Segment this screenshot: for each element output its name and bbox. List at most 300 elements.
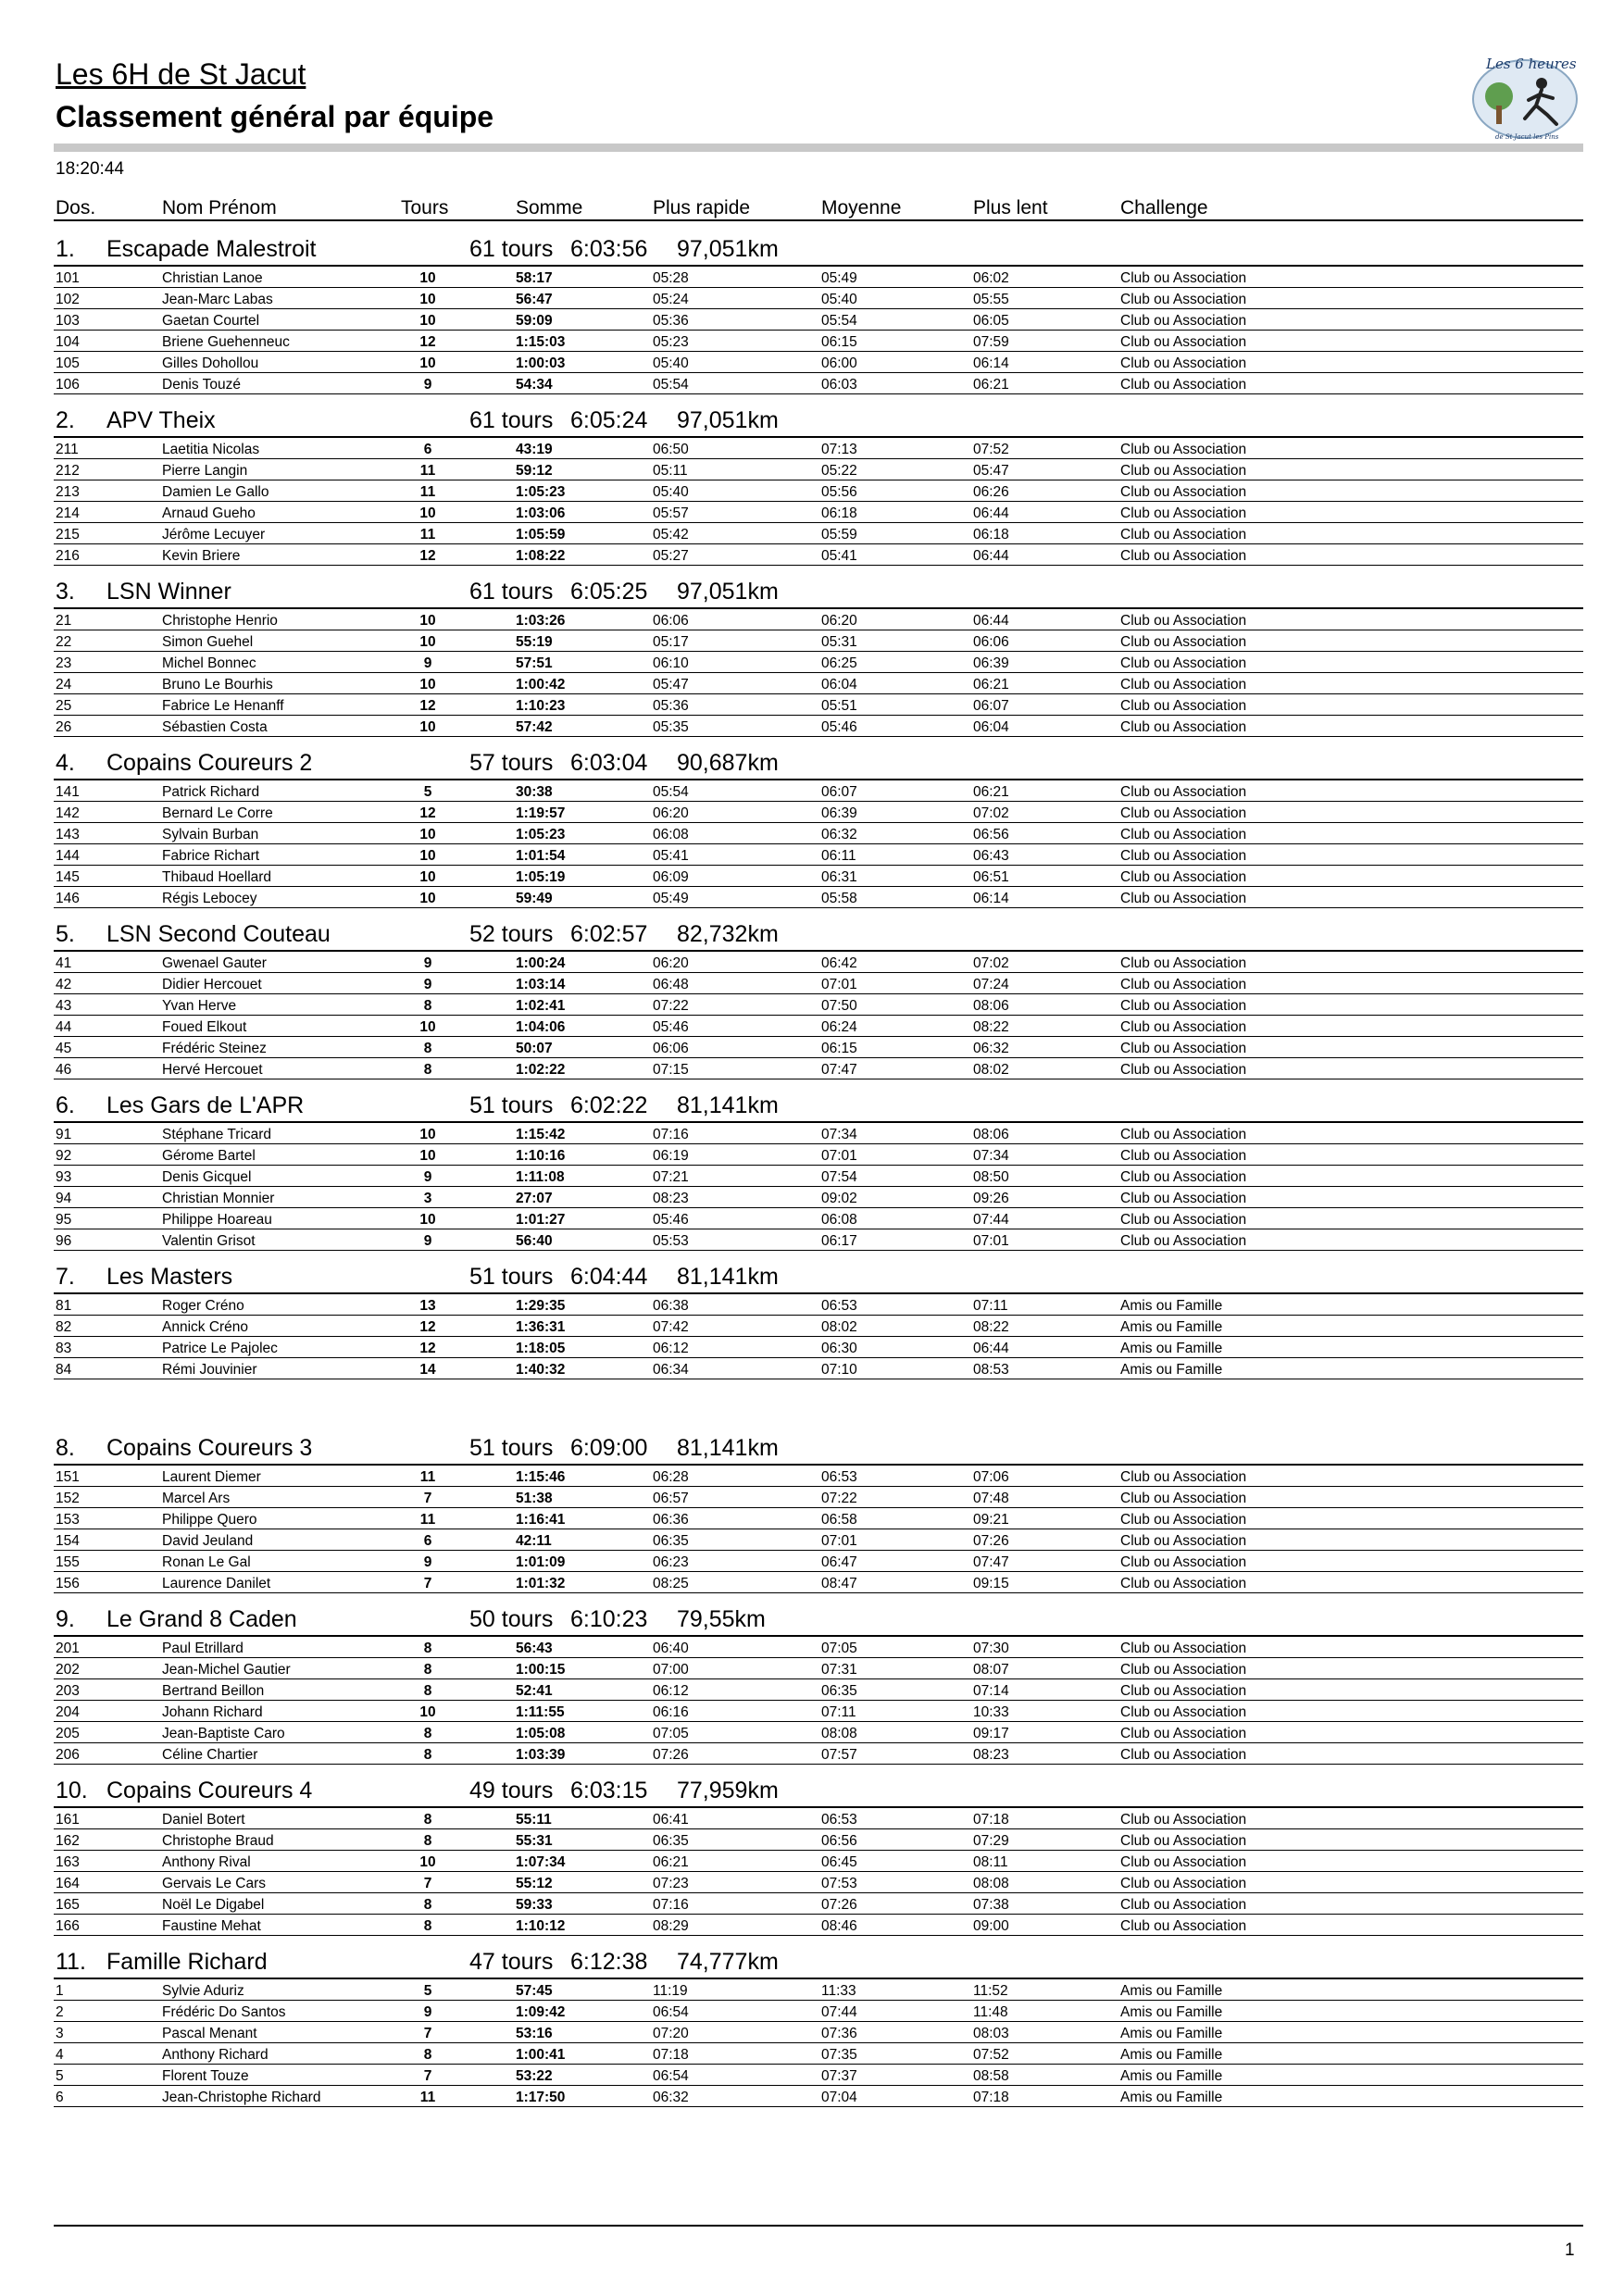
runner-somme: 1:40:32 — [516, 1362, 566, 1378]
runner-name: Frédéric Do Santos — [162, 2004, 286, 2020]
team-tours: 52 tours — [469, 921, 554, 947]
runner-somme: 56:40 — [516, 1233, 553, 1249]
team-rank: 6. — [56, 1092, 75, 1118]
runner-average: 07:01 — [821, 977, 857, 992]
runner-challenge: Amis ou Famille — [1120, 2090, 1223, 2105]
row-divider — [54, 1550, 1583, 1551]
team-name: Le Grand 8 Caden — [106, 1606, 297, 1632]
runner-name: Yvan Herve — [162, 998, 237, 1014]
runner-dos: 156 — [56, 1576, 80, 1591]
runner-slowest: 07:34 — [973, 1148, 1009, 1164]
runner-name: Marcel Ars — [162, 1491, 231, 1506]
runner-average: 11:33 — [821, 1983, 856, 1999]
runner-fastest: 05:17 — [653, 634, 689, 650]
runner-average: 06:18 — [821, 505, 857, 521]
runner-fastest: 05:49 — [653, 891, 689, 906]
runner-average: 06:39 — [821, 805, 857, 821]
runner-slowest: 06:26 — [973, 484, 1009, 500]
runner-name: Bernard Le Corre — [162, 805, 273, 821]
table-row — [0, 1552, 1624, 1573]
runner-fastest: 06:12 — [653, 1683, 689, 1699]
table-row — [0, 1488, 1624, 1509]
team-rank: 11. — [56, 1949, 86, 1975]
runner-somme: 51:38 — [516, 1491, 553, 1506]
runner-challenge: Club ou Association — [1120, 292, 1247, 307]
team-tours: 61 tours — [469, 236, 554, 262]
runner-fastest: 06:19 — [653, 1148, 689, 1164]
runner-average: 08:08 — [821, 1726, 857, 1741]
runner-challenge: Club ou Association — [1120, 356, 1247, 371]
runner-tours: 12 — [419, 1341, 436, 1356]
runner-name: Christophe Henrio — [162, 613, 278, 629]
runner-dos: 204 — [56, 1704, 80, 1720]
runner-tours: 8 — [423, 1918, 432, 1934]
runner-slowest: 06:14 — [973, 356, 1009, 371]
runner-somme: 55:19 — [516, 634, 553, 650]
table-row — [0, 1295, 1624, 1316]
runner-somme: 59:12 — [516, 463, 553, 479]
runner-slowest: 07:14 — [973, 1683, 1009, 1699]
team-tours: 51 tours — [469, 1092, 554, 1118]
table-row — [0, 1702, 1624, 1723]
runner-slowest: 07:48 — [973, 1491, 1009, 1506]
team-block — [0, 406, 1624, 577]
table-row — [0, 974, 1624, 995]
runner-tours: 7 — [423, 1491, 432, 1506]
runner-tours: 11 — [419, 1469, 436, 1485]
runner-name: Laurent Diemer — [162, 1469, 261, 1485]
runner-average: 05:54 — [821, 313, 857, 329]
runner-slowest: 08:50 — [973, 1169, 1009, 1185]
team-time: 6:05:24 — [570, 407, 648, 433]
runner-dos: 25 — [56, 698, 72, 714]
runner-dos: 5 — [56, 2068, 64, 2084]
runner-slowest: 09:26 — [973, 1191, 1009, 1206]
runner-fastest: 05:35 — [653, 719, 689, 735]
runner-slowest: 07:02 — [973, 805, 1009, 821]
runner-dos: 162 — [56, 1833, 80, 1849]
runner-tours: 8 — [423, 1897, 432, 1913]
runner-average: 07:36 — [821, 2026, 857, 2041]
runner-slowest: 06:02 — [973, 270, 1009, 286]
runner-dos: 21 — [56, 613, 72, 629]
runner-somme: 55:12 — [516, 1876, 553, 1891]
row-divider — [54, 1250, 1583, 1251]
runner-somme: 1:01:09 — [516, 1554, 566, 1570]
runner-dos: 141 — [56, 784, 80, 800]
runner-tours: 7 — [423, 1876, 432, 1891]
team-rank: 3. — [56, 579, 75, 605]
runner-fastest: 06:34 — [653, 1362, 689, 1378]
runner-tours: 13 — [419, 1298, 436, 1314]
runner-name: Noël Le Digabel — [162, 1897, 265, 1913]
runner-challenge: Club ou Association — [1120, 1469, 1247, 1485]
runner-tours: 9 — [423, 655, 432, 671]
runner-dos: 146 — [56, 891, 80, 906]
team-time: 6:03:04 — [570, 750, 648, 776]
row-divider — [54, 1721, 1583, 1722]
runner-slowest: 07:38 — [973, 1897, 1009, 1913]
event-title: Les 6H de St Jacut — [56, 57, 306, 91]
runner-name: Jean-Marc Labas — [162, 292, 273, 307]
runner-slowest: 08:53 — [973, 1362, 1009, 1378]
runner-somme: 1:09:42 — [516, 2004, 566, 2020]
team-block — [0, 1433, 1624, 1604]
runner-challenge: Club ou Association — [1120, 527, 1247, 543]
runner-average: 05:46 — [821, 719, 857, 735]
runner-average: 05:40 — [821, 292, 857, 307]
runner-tours: 3 — [423, 1191, 432, 1206]
table-row — [0, 1509, 1624, 1530]
col-challenge: Challenge — [1120, 197, 1208, 218]
runner-tours: 7 — [423, 2026, 432, 2041]
runner-slowest: 06:21 — [973, 677, 1009, 693]
runner-dos: 84 — [56, 1362, 72, 1378]
table-row — [0, 1230, 1624, 1252]
runner-challenge: Club ou Association — [1120, 1641, 1247, 1656]
runner-tours: 9 — [423, 377, 432, 393]
runner-average: 06:04 — [821, 677, 857, 693]
runner-dos: 96 — [56, 1233, 72, 1249]
table-row — [0, 1059, 1624, 1080]
runner-average: 06:35 — [821, 1683, 857, 1699]
runner-tours: 11 — [419, 484, 436, 500]
runner-tours: 10 — [419, 270, 436, 286]
team-divider — [54, 1978, 1583, 1979]
runner-tours: 10 — [419, 313, 436, 329]
runner-tours: 8 — [423, 1812, 432, 1828]
runner-somme: 59:49 — [516, 891, 553, 906]
runner-challenge: Club ou Association — [1120, 1491, 1247, 1506]
runner-fastest: 06:35 — [653, 1533, 689, 1549]
runner-fastest: 06:23 — [653, 1554, 689, 1570]
row-divider — [54, 886, 1583, 887]
runner-tours: 10 — [419, 1854, 436, 1870]
row-divider — [54, 1742, 1583, 1743]
runner-average: 07:31 — [821, 1662, 857, 1678]
row-divider — [54, 565, 1583, 566]
runner-challenge: Club ou Association — [1120, 613, 1247, 629]
runner-dos: 213 — [56, 484, 80, 500]
runner-fastest: 06:12 — [653, 1341, 689, 1356]
runner-somme: 30:38 — [516, 784, 553, 800]
runner-fastest: 05:36 — [653, 313, 689, 329]
runner-average: 05:22 — [821, 463, 857, 479]
runner-challenge: Club ou Association — [1120, 1169, 1247, 1185]
row-divider — [54, 2085, 1583, 2086]
team-block — [0, 1091, 1624, 1262]
runner-slowest: 05:47 — [973, 463, 1009, 479]
runner-name: Rémi Jouvinier — [162, 1362, 257, 1378]
runner-dos: 92 — [56, 1148, 72, 1164]
team-header — [0, 406, 1624, 435]
row-divider — [54, 1143, 1583, 1144]
runner-slowest: 06:44 — [973, 1341, 1009, 1356]
team-rank: 10. — [56, 1778, 88, 1803]
team-time: 6:04:44 — [570, 1264, 648, 1290]
runner-challenge: Club ou Association — [1120, 784, 1247, 800]
runner-name: Roger Créno — [162, 1298, 244, 1314]
runner-challenge: Club ou Association — [1120, 698, 1247, 714]
row-divider — [54, 1165, 1583, 1166]
runner-dos: 155 — [56, 1554, 80, 1570]
runner-average: 07:57 — [821, 1747, 857, 1763]
runner-slowest: 06:51 — [973, 869, 1009, 885]
runner-average: 08:46 — [821, 1918, 857, 1934]
table-row — [0, 503, 1624, 524]
runner-fastest: 05:42 — [653, 527, 689, 543]
runner-challenge: Amis ou Famille — [1120, 1298, 1223, 1314]
team-name: Copains Coureurs 3 — [106, 1435, 313, 1461]
runner-somme: 59:33 — [516, 1897, 553, 1913]
runner-challenge: Club ou Association — [1120, 1833, 1247, 1849]
row-divider — [54, 287, 1583, 288]
team-rank: 7. — [56, 1264, 75, 1290]
runner-fastest: 05:54 — [653, 377, 689, 393]
runner-average: 07:22 — [821, 1491, 857, 1506]
runner-fastest: 05:53 — [653, 1233, 689, 1249]
runner-dos: 82 — [56, 1319, 72, 1335]
runner-challenge: Club ou Association — [1120, 484, 1247, 500]
runner-tours: 11 — [419, 1512, 436, 1528]
row-divider — [54, 1678, 1583, 1679]
runner-slowest: 06:44 — [973, 613, 1009, 629]
runner-somme: 55:11 — [516, 1812, 552, 1828]
table-row — [0, 2087, 1624, 2108]
runner-somme: 1:18:05 — [516, 1341, 566, 1356]
runner-fastest: 05:23 — [653, 334, 689, 350]
team-results — [0, 234, 1624, 2118]
table-row — [0, 845, 1624, 867]
runner-average: 07:37 — [821, 2068, 857, 2084]
runner-challenge: Club ou Association — [1120, 1212, 1247, 1228]
table-row — [0, 1830, 1624, 1852]
runner-dos: 151 — [56, 1469, 80, 1485]
runner-slowest: 09:00 — [973, 1918, 1009, 1934]
runner-dos: 165 — [56, 1897, 80, 1913]
team-name: LSN Winner — [106, 579, 231, 605]
runner-fastest: 06:16 — [653, 1704, 689, 1720]
row-divider — [54, 393, 1583, 394]
runner-slowest: 08:11 — [973, 1854, 1008, 1870]
runner-tours: 12 — [419, 698, 436, 714]
row-divider — [54, 543, 1583, 544]
runner-dos: 153 — [56, 1512, 80, 1528]
team-divider — [54, 779, 1583, 780]
team-name: Escapade Malestroit — [106, 236, 317, 262]
row-divider — [54, 972, 1583, 973]
runner-slowest: 06:32 — [973, 1041, 1009, 1056]
runner-challenge: Club ou Association — [1120, 1554, 1247, 1570]
runner-somme: 57:45 — [516, 1983, 553, 1999]
runner-slowest: 08:08 — [973, 1876, 1009, 1891]
runner-name: Michel Bonnec — [162, 655, 256, 671]
table-row — [0, 310, 1624, 331]
runner-somme: 1:03:39 — [516, 1747, 566, 1763]
runner-challenge: Club ou Association — [1120, 1062, 1247, 1078]
team-tours: 57 tours — [469, 750, 554, 776]
row-divider — [54, 522, 1583, 523]
runner-dos: 212 — [56, 463, 80, 479]
row-divider — [54, 1315, 1583, 1316]
runner-average: 06:17 — [821, 1233, 857, 1249]
runner-average: 07:01 — [821, 1533, 857, 1549]
runner-dos: 42 — [56, 977, 72, 992]
runner-fastest: 05:36 — [653, 698, 689, 714]
runner-fastest: 07:16 — [653, 1127, 689, 1142]
runner-average: 08:47 — [821, 1576, 857, 1591]
runner-slowest: 07:02 — [973, 955, 1009, 971]
column-headers — [0, 197, 1624, 219]
runner-dos: 1 — [56, 1983, 64, 1999]
runner-name: Anthony Richard — [162, 2047, 269, 2063]
runner-name: Denis Touzé — [162, 377, 242, 393]
team-time: 6:02:57 — [570, 921, 648, 947]
runner-average: 05:41 — [821, 548, 857, 564]
team-tours: 50 tours — [469, 1606, 554, 1632]
page-title: Classement général par équipe — [56, 100, 494, 133]
runner-dos: 23 — [56, 655, 72, 671]
runner-slowest: 08:58 — [973, 2068, 1009, 2084]
table-row — [0, 2044, 1624, 2065]
runner-name: Gervais Le Cars — [162, 1876, 266, 1891]
table-row — [0, 1894, 1624, 1915]
runner-tours: 12 — [419, 805, 436, 821]
runner-dos: 2 — [56, 2004, 64, 2020]
col-average: Moyenne — [821, 197, 902, 218]
runner-dos: 6 — [56, 2090, 64, 2105]
table-row — [0, 1209, 1624, 1230]
runner-name: Denis Gicquel — [162, 1169, 252, 1185]
runner-tours: 8 — [423, 1683, 432, 1699]
runner-average: 07:13 — [821, 442, 857, 457]
runner-slowest: 08:07 — [973, 1662, 1009, 1678]
runner-tours: 9 — [423, 2004, 432, 2020]
runner-tours: 11 — [419, 2090, 436, 2105]
runner-dos: 103 — [56, 313, 80, 329]
runner-average: 06:53 — [821, 1298, 857, 1314]
team-divider — [54, 1464, 1583, 1466]
runner-average: 06:03 — [821, 377, 857, 393]
runner-fastest: 06:06 — [653, 613, 689, 629]
team-distance: 81,141km — [677, 1264, 779, 1290]
runner-challenge: Club ou Association — [1120, 377, 1247, 393]
row-divider — [54, 907, 1583, 908]
table-row — [0, 631, 1624, 653]
runner-slowest: 07:59 — [973, 334, 1009, 350]
team-time: 6:03:56 — [570, 236, 648, 262]
runner-tours: 10 — [419, 1212, 436, 1228]
runner-name: Christian Lanoe — [162, 270, 263, 286]
runner-fastest: 06:50 — [653, 442, 689, 457]
team-rank: 8. — [56, 1435, 75, 1461]
runner-slowest: 07:18 — [973, 2090, 1009, 2105]
team-tours: 61 tours — [469, 579, 554, 605]
team-block — [0, 1604, 1624, 1776]
runner-fastest: 07:20 — [653, 2026, 689, 2041]
table-row — [0, 1017, 1624, 1038]
runner-dos: 22 — [56, 634, 72, 650]
runner-average: 06:20 — [821, 613, 857, 629]
runner-dos: 205 — [56, 1726, 80, 1741]
table-row — [0, 888, 1624, 909]
runner-tours: 7 — [423, 1576, 432, 1591]
col-fastest: Plus rapide — [653, 197, 751, 218]
runner-challenge: Amis ou Famille — [1120, 2026, 1223, 2041]
runner-name: Fabrice Richart — [162, 848, 260, 864]
team-divider — [54, 1292, 1583, 1294]
runner-tours: 10 — [419, 827, 436, 842]
runner-fastest: 06:20 — [653, 955, 689, 971]
runner-fastest: 07:05 — [653, 1726, 689, 1741]
runner-slowest: 06:39 — [973, 655, 1009, 671]
team-distance: 74,777km — [677, 1949, 779, 1975]
team-name: LSN Second Couteau — [106, 921, 331, 947]
runner-slowest: 09:21 — [973, 1512, 1009, 1528]
runner-tours: 10 — [419, 292, 436, 307]
runner-challenge: Club ou Association — [1120, 719, 1247, 735]
runner-tours: 10 — [419, 869, 436, 885]
table-row — [0, 1809, 1624, 1830]
runner-tours: 9 — [423, 1554, 432, 1570]
runner-fastest: 05:54 — [653, 784, 689, 800]
runner-challenge: Amis ou Famille — [1120, 2047, 1223, 2063]
runner-somme: 1:15:46 — [516, 1469, 566, 1485]
row-divider — [54, 1015, 1583, 1016]
runner-name: Céline Chartier — [162, 1747, 258, 1763]
runner-tours: 11 — [419, 527, 436, 543]
runner-somme: 1:10:12 — [516, 1918, 566, 1934]
runner-slowest: 07:29 — [973, 1833, 1009, 1849]
runner-tours: 10 — [419, 356, 436, 371]
runner-slowest: 08:03 — [973, 2026, 1009, 2041]
runner-slowest: 06:06 — [973, 634, 1009, 650]
team-distance: 81,141km — [677, 1435, 779, 1461]
table-row — [0, 781, 1624, 803]
runner-average: 05:58 — [821, 891, 857, 906]
runner-fastest: 05:24 — [653, 292, 689, 307]
runner-dos: 206 — [56, 1747, 80, 1763]
team-divider — [54, 1121, 1583, 1123]
runner-slowest: 07:01 — [973, 1233, 1009, 1249]
runner-average: 09:02 — [821, 1191, 857, 1206]
runner-fastest: 08:29 — [653, 1918, 689, 1934]
runner-somme: 56:47 — [516, 292, 553, 307]
runner-somme: 1:05:23 — [516, 827, 566, 842]
runner-name: Frédéric Steinez — [162, 1041, 267, 1056]
team-divider — [54, 1635, 1583, 1637]
runner-fastest: 06:40 — [653, 1641, 689, 1656]
row-divider — [54, 822, 1583, 823]
runner-tours: 9 — [423, 1233, 432, 1249]
runner-dos: 152 — [56, 1491, 80, 1506]
runner-challenge: Amis ou Famille — [1120, 2068, 1223, 2084]
runner-tours: 9 — [423, 955, 432, 971]
team-time: 6:02:22 — [570, 1092, 648, 1118]
runner-somme: 27:07 — [516, 1191, 553, 1206]
runner-tours: 14 — [419, 1362, 436, 1378]
team-time: 6:10:23 — [570, 1606, 648, 1632]
runner-challenge: Club ou Association — [1120, 677, 1247, 693]
runner-fastest: 06:48 — [653, 977, 689, 992]
row-divider — [54, 736, 1583, 737]
team-distance: 97,051km — [677, 407, 779, 433]
runner-dos: 211 — [56, 442, 79, 457]
runner-tours: 10 — [419, 1148, 436, 1164]
runner-tours: 10 — [419, 719, 436, 735]
runner-somme: 1:03:14 — [516, 977, 566, 992]
runner-tours: 9 — [423, 1169, 432, 1185]
